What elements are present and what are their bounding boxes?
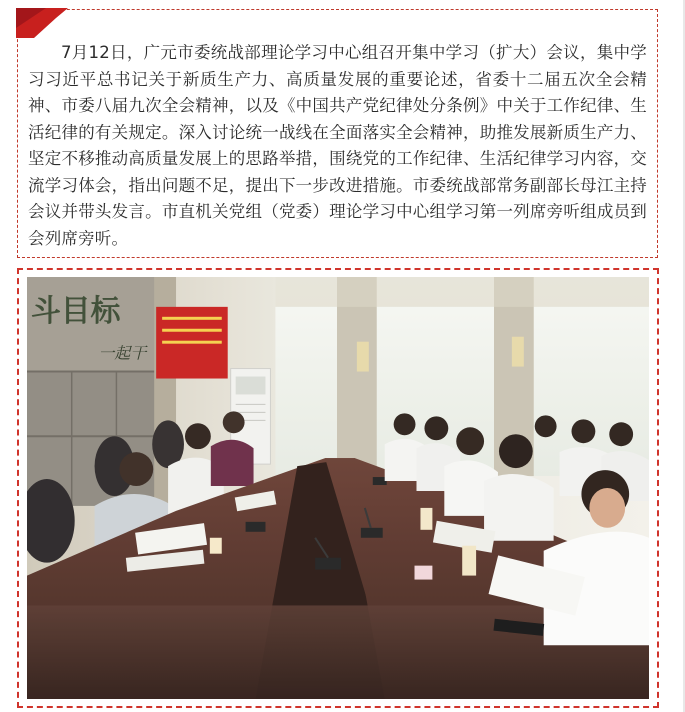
meeting-photo — [27, 277, 649, 699]
wall-slogan: 斗目标 — [30, 293, 121, 329]
corner-ribbon-icon — [16, 8, 68, 38]
article-text-box — [17, 9, 658, 258]
article-paragraph: 7月12日，广元市委统战部理论学习中心组召开集中学习（扩大）会议，集中学习习近平总书记关于新质生产力、高质量发展的重要论述，省委十二届五次全会精神、市委八届九次全会精神，以及《中国共产党纪律处分条例》中关于工作纪律、生活纪律的有关规定。深入讨论统一战线在全面落实全会精神，助推发展新质生产力、坚定不移推动高质量发展上的思路举措，围绕党的工作纪律、生活纪律学习内容，交流学习体会，指出问题不足，提出下一步改进措施。市委统战部常务副部长母江主持会议并带头发言。市直机关党组（党委）理论学习中心组学习第一列席旁听组成员到会列席旁听。 — [28, 43, 647, 248]
photo-frame — [17, 268, 659, 708]
wall-signature: 一起干 — [98, 343, 147, 363]
